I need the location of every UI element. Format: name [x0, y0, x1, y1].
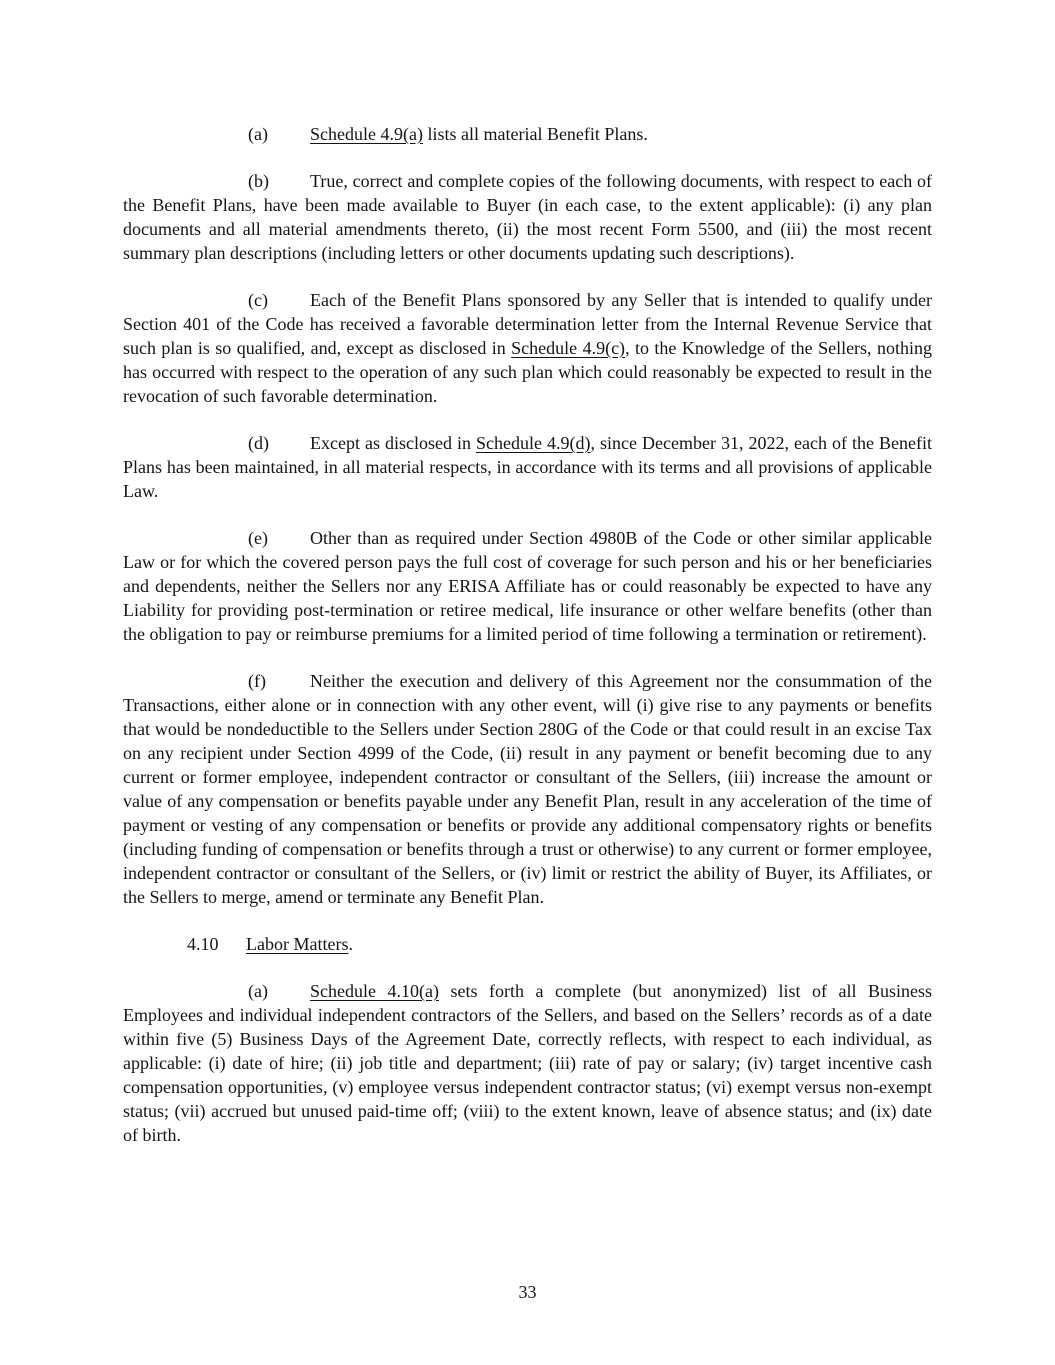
paragraph [123, 288, 932, 408]
paragraph [123, 169, 932, 265]
underlined-reference: Schedule 4.9(d) [476, 433, 591, 453]
underlined-reference: Schedule 4.10(a) [310, 981, 439, 1001]
paragraph [123, 431, 932, 503]
page-footer [0, 1280, 1055, 1304]
paragraph-text: , since December 31, 2022, each of the Benefit Plans has been maintained, in all material respects, in accordance with its terms and all provisions of applicable Law. [123, 433, 932, 501]
paragraph-text: Other than as required under Section 4980B of the Code or other similar applicable Law or for which the covered person pays the full cost of coverage for such person and his or her beneficiaries and dependents, neither the Sellers nor any ERISA Affiliate has or could reasonably be expected to have any Liability for providing post-termination or retiree medical, life insurance or other welfare benefits (other than the obligation to pay or reimburse premiums for a limited period of time following a termination or retirement). [123, 528, 932, 644]
paragraph [123, 979, 932, 1147]
paragraph-label: (a) [248, 981, 268, 1001]
underlined-reference: Schedule 4.9(c) [511, 338, 626, 358]
paragraph-text: Neither the execution and delivery of this Agreement nor the consummation of the Transactions, either alone or in connection with any other event, will (i) give rise to any payments or benefits that would be nondeductible to the Sellers under Section 280G of the Code or that could result in an excise Tax on any recipient under Section 4999 of the Code, (ii) result in any payment or benefit becoming due to any current or former employee, independent contractor or consultant of the Sellers, (iii) increase the amount or value of any compensation or benefits payable under any Benefit Plan, result in any acceleration of the time of payment or vesting of any compensation or benefits or provide any additional compensatory rights or benefits (including funding of compensation or benefits through a trust or otherwise) to any current or former employee, independent contractor or consultant of the Sellers, or (iv) limit or restrict the ability of Buyer, its Affiliates, or the Sellers to merge, amend or terminate any Benefit Plan. [123, 671, 932, 907]
paragraph [123, 669, 932, 909]
paragraph-label: (f) [248, 671, 266, 691]
paragraph [123, 122, 932, 146]
paragraph-text: lists all material Benefit Plans. [422, 124, 648, 144]
page-number: 33 [518, 1282, 537, 1302]
underlined-reference: Schedule 4.9(a) [310, 124, 423, 144]
paragraph-text: . [348, 934, 353, 954]
section-number: 4.10 [187, 934, 219, 954]
underlined-reference: Labor Matters [246, 934, 349, 954]
paragraph-label: (b) [248, 171, 269, 191]
section-heading [123, 932, 932, 956]
paragraph-label: (d) [248, 433, 269, 453]
paragraph-label: (e) [248, 528, 268, 548]
paragraph-text: sets forth a complete (but anonymized) list of all Business Employees and individual independent contractors of the Sellers, and based on the Sellers’ records as of a date within five (5) Business Days of the Agreement Date, correctly reflects, with respect to each individual, as applicable: (i) date of hire; (ii) job title and department; (iii) rate of pay or salary; (iv) target incentive cash compensation opportunities, (v) employee versus independent contractor status; (vi) exempt versus non-exempt status; (vii) accrued but unused paid-time off; (viii) to the extent known, leave of absence status; and (ix) date of birth. [123, 981, 932, 1145]
paragraph-text: True, correct and complete copies of the following documents, with respect to each of the Benefit Plans, have been made available to Buyer (in each case, to the extent applicable): (i) any plan documents and all material amendments thereto, (ii) the most recent Form 5500, and (iii) the most recent summary plan descriptions (including letters or other documents updating such descriptions). [123, 171, 932, 263]
paragraph-label: (a) [248, 124, 268, 144]
paragraph-text: Except as disclosed in [310, 433, 477, 453]
paragraph [123, 526, 932, 646]
paragraph-text: Each of the Benefit Plans sponsored by any Seller that is intended to qualify under Section 401 of the Code has received a favorable determination letter from the Internal Revenue Service that such plan is so qualified, and, except as disclosed in [123, 290, 932, 358]
paragraph-label: (c) [248, 290, 268, 310]
paragraph-text: , to the Knowledge of the Sellers, nothing has occurred with respect to the operation of any such plan which could reasonably be expected to result in the revocation of such favorable determination. [123, 338, 932, 406]
document-body [123, 122, 932, 1170]
